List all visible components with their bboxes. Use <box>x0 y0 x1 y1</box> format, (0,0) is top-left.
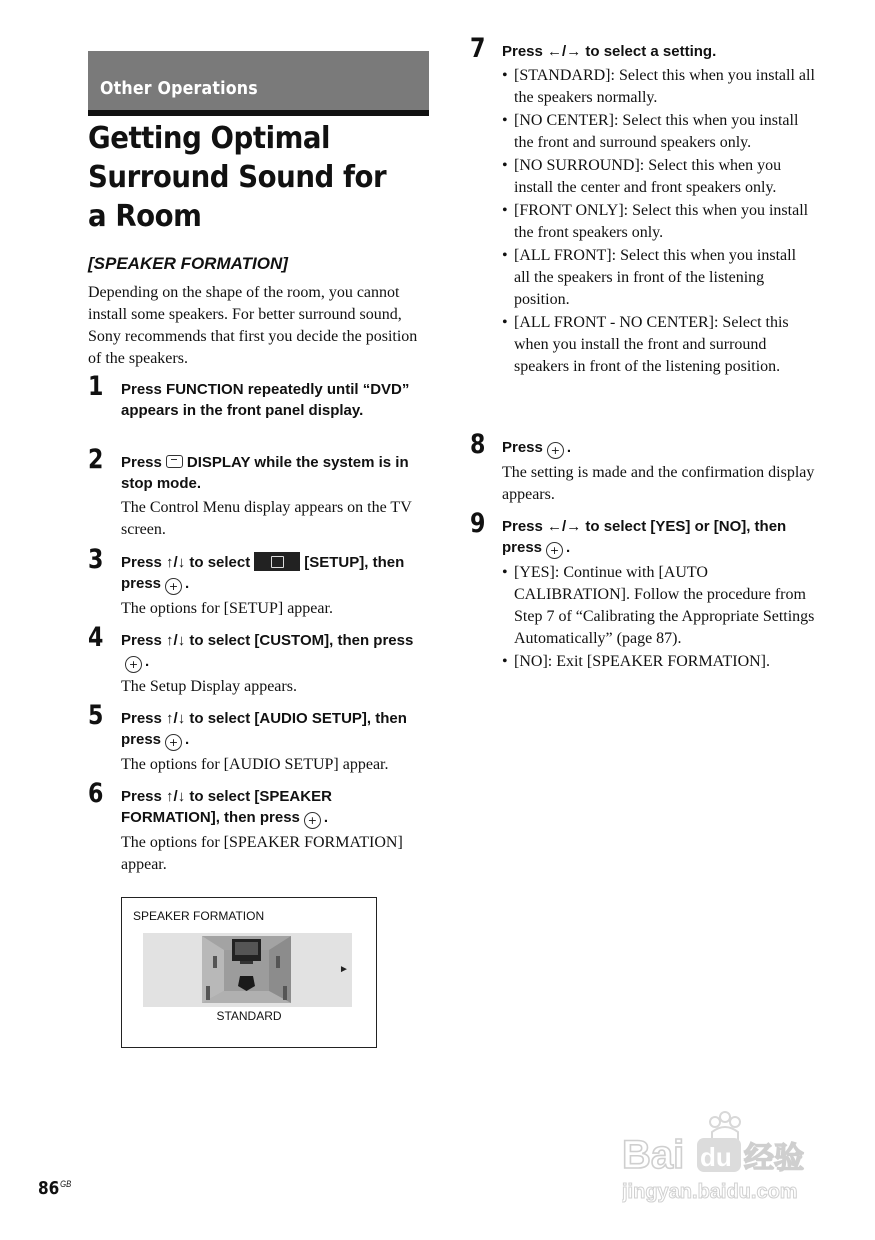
page-number-value: 86 <box>38 1178 60 1199</box>
step-number: 6 <box>88 778 104 809</box>
confirmation-options-list <box>502 562 815 673</box>
step-description: The options for [SETUP] appear. <box>121 600 333 617</box>
list-item: • [NO SURROUND]: Select this when you install the center and front speakers only. <box>502 155 815 199</box>
step-instruction-text: Press <box>502 439 543 456</box>
list-item: • [NO]: Exit [SPEAKER FORMATION]. <box>502 651 815 673</box>
intro-paragraph: Depending on the shape of the room, you cannot install some speakers. For better surround sound, Sony recommends that first you decide the position of the speakers. <box>88 284 418 367</box>
step-number: 4 <box>88 622 104 653</box>
step-instruction: Press ↑/↓ to select [SETUP], then press + . <box>121 554 405 593</box>
enter-button-icon: + <box>165 734 182 751</box>
next-arrow-icon: ► <box>339 964 349 975</box>
step-3 <box>88 546 433 620</box>
step-5 <box>88 702 433 776</box>
step-instruction: Press ↑/↓ to select [CUSTOM], then press+ . <box>121 632 414 671</box>
list-item: • [STANDARD]: Select this when you install all the speakers normally. <box>502 65 815 109</box>
list-item: • [ALL FRONT - NO CENTER]: Select this when you install the front and surround speakers in front of the listening position. <box>502 312 815 378</box>
list-item: • [ALL FRONT]: Select this when you install all the speakers in front of the listening position. <box>502 245 815 311</box>
section-banner <box>88 51 429 110</box>
step-2 <box>88 446 433 541</box>
baidu-jingyan-watermark <box>622 1108 822 1208</box>
step-instruction: Press + . <box>502 439 572 457</box>
step-instruction-end: [SETUP], then press <box>121 554 405 592</box>
step-instruction-start: Press <box>121 454 162 471</box>
step-instruction: Press FUNCTION repeatedly until “DVD” appears in the front panel display. <box>121 381 410 419</box>
step-instruction <box>121 452 433 494</box>
step-description: The setting is made and the confirmation display appears. <box>502 464 815 503</box>
step-number: 3 <box>88 544 104 575</box>
step-instruction: Press ↑/↓ to select [SPEAKER FORMATION], then press + . <box>121 788 332 827</box>
list-item: • [NO CENTER]: Select this when you install the front and surround speakers only. <box>502 110 815 154</box>
step-number: 9 <box>470 508 486 539</box>
step-instruction-text: Press ↑/↓ to select [SPEAKER FORMATION], then press <box>121 788 332 826</box>
step-description: The Control Menu display appears on the TV screen. <box>121 499 412 538</box>
display-button-icon <box>166 455 183 468</box>
page-number-suffix: GB <box>60 1179 72 1189</box>
section-label: Other Operations <box>100 78 258 99</box>
step-instruction: Press ←/→ to select a setting. <box>502 43 717 60</box>
enter-button-icon: + <box>165 578 182 595</box>
step-8 <box>470 431 815 506</box>
step-1 <box>88 373 433 421</box>
enter-button-icon: + <box>125 656 142 673</box>
list-item: • [FRONT ONLY]: Select this when you install the front speakers only. <box>502 200 815 244</box>
step-instruction: Press ←/→ to select [YES] or [NO], then press + . <box>502 518 787 557</box>
step-instruction: Press ↑/↓ to select [AUDIO SETUP], then press + . <box>121 710 407 749</box>
enter-button-icon: + <box>547 442 564 459</box>
speaker-formation-screen <box>121 897 377 1048</box>
step-number: 2 <box>88 444 104 475</box>
list-item: • [YES]: Continue with [AUTO CALIBRATION]. Follow the procedure from Step 7 of “Calibrating the Appropriate Settings Automatically” (page 87). <box>502 562 815 650</box>
step-number: 8 <box>470 429 486 460</box>
step-4 <box>88 624 433 698</box>
speaker-layout-icon <box>202 936 291 1003</box>
step-number: 7 <box>470 33 486 64</box>
step-instruction-start: Press ↑/↓ to select <box>121 554 251 571</box>
step-instruction-text: Press ↑/↓ to select [CUSTOM], then press <box>121 632 414 649</box>
step-instruction-text: Press ←/→ to select [YES] or [NO], then press <box>502 518 787 556</box>
step-description: The options for [AUDIO SETUP] appear. <box>121 756 389 773</box>
step-instruction-end: DISPLAY while the system is in stop mode. <box>121 454 409 492</box>
svg-text:du: du <box>700 1142 732 1172</box>
svg-text:经验: 经验 <box>744 1141 804 1176</box>
step-number: 1 <box>88 371 104 402</box>
enter-button-icon: + <box>304 812 321 829</box>
step-6 <box>88 780 433 876</box>
svg-text:Bai: Bai <box>622 1133 685 1177</box>
screen-title: SPEAKER FORMATION <box>133 909 265 923</box>
page-title: Getting Optimal Surround Sound for a Room <box>88 121 387 234</box>
step-description: The Setup Display appears. <box>121 678 297 695</box>
step-7 <box>470 35 815 379</box>
page-number <box>38 1178 71 1199</box>
step-instruction-text: Press ↑/↓ to select [AUDIO SETUP], then press <box>121 710 407 748</box>
enter-button-icon: + <box>546 542 563 559</box>
step-9 <box>470 510 815 674</box>
subtitle: [SPEAKER FORMATION] <box>88 254 288 273</box>
step-number: 5 <box>88 700 104 731</box>
banner-rule <box>88 110 429 116</box>
step-description: The options for [SPEAKER FORMATION] appear. <box>121 834 403 873</box>
screen-selected-value: STANDARD <box>216 1009 282 1023</box>
setup-toolbox-icon <box>254 552 300 571</box>
setting-options-list <box>502 65 815 378</box>
svg-text:jingyan.baidu.com: jingyan.baidu.com <box>622 1181 798 1203</box>
room-layout-illustration <box>202 936 291 1003</box>
screen-panel <box>143 933 352 1007</box>
